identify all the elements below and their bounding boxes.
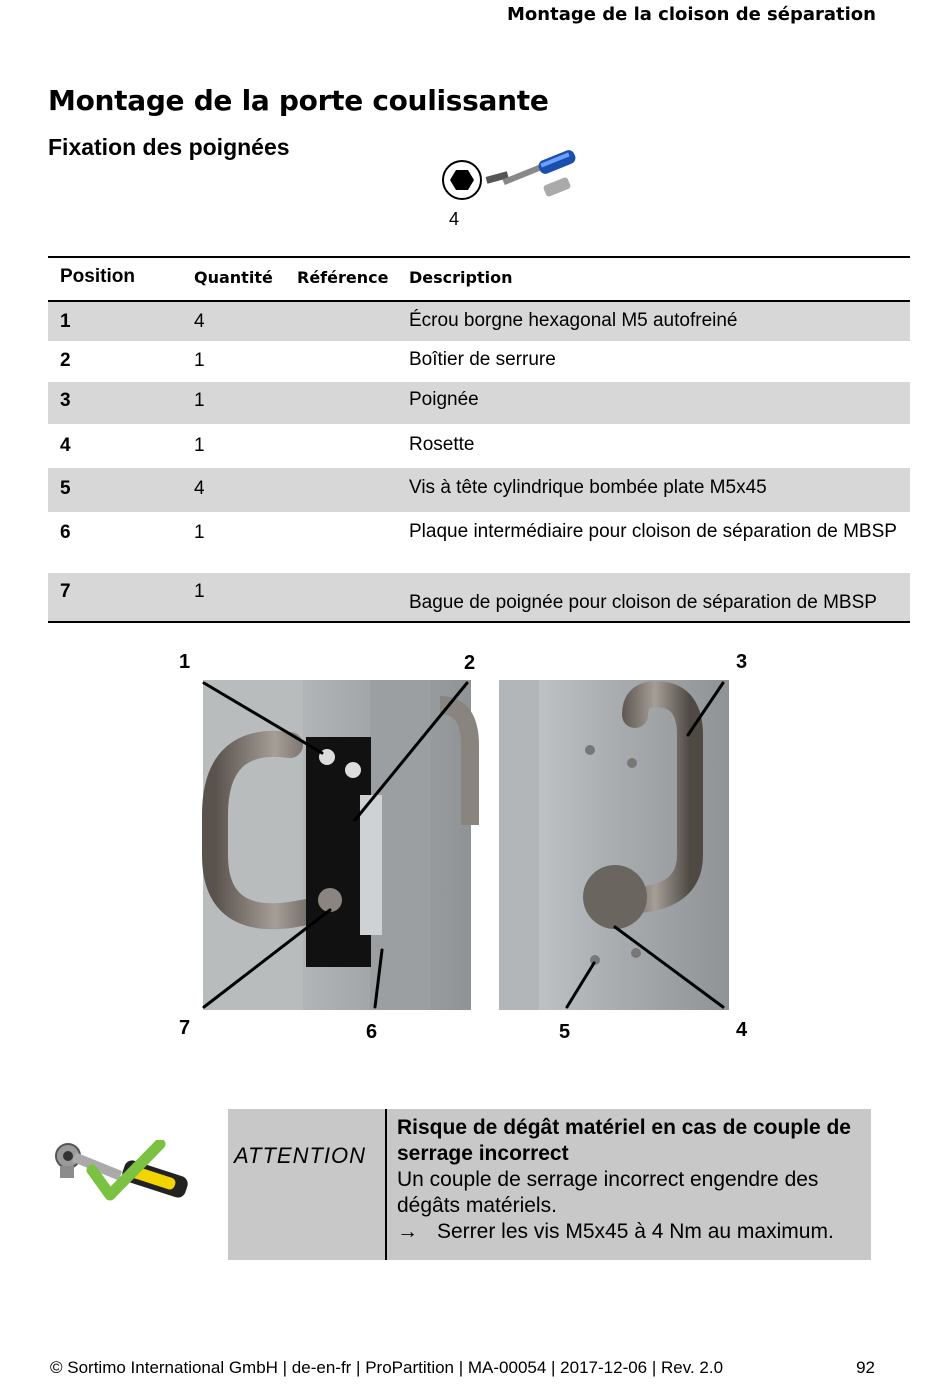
callout-3: 3 [736,651,748,673]
cell-description: Poignée [409,389,479,410]
cell-description: Boîtier de serrure [409,349,556,370]
column-header-position: Position [60,266,135,287]
cell-quantity: 1 [194,581,205,602]
page-number: 92 [856,1358,875,1377]
callout-5: 5 [559,1021,571,1043]
warning-notice [228,1109,871,1260]
cell-quantity: 1 [194,390,205,411]
callout-7: 7 [179,1017,191,1039]
cell-description: Vis à tête cylindrique bombée plate M5x45 [409,477,767,498]
cell-position: 1 [60,311,71,332]
cell-quantity: 1 [194,350,205,371]
cell-position: 7 [60,581,71,602]
table-row [48,468,910,512]
cell-position: 4 [60,435,71,456]
column-header-reference: Référence [297,268,389,287]
callout-4: 4 [736,1019,748,1041]
warning-instruction-line [397,1219,862,1245]
cell-description: Bague de poignée pour cloison de séparation de MBSP [409,592,877,613]
warning-body: Un couple de serrage incorrect engendre des dégâts matériels. [397,1168,819,1217]
warning-divider [385,1109,387,1260]
photo-handle-side [499,680,729,1010]
cell-position: 3 [60,390,71,411]
hex-socket-screwdriver-icon [440,150,585,205]
table-header [48,258,910,302]
tool-size-label: 4 [449,209,460,229]
table-row [48,341,910,382]
table-row [48,512,910,573]
table-row [48,424,910,468]
callout-1: 1 [179,651,191,673]
cell-position: 6 [60,522,71,543]
cell-description: Plaque intermédiaire pour cloison de séparation de MBSP [409,521,897,542]
warning-instruction: Serrer les vis M5x45 à 4 Nm au maximum. [437,1220,834,1243]
header-section-title: Montage de la cloison de séparation [507,4,876,25]
table-row [48,573,910,621]
cell-quantity: 4 [194,478,205,499]
assembly-photos-figure [170,645,770,1050]
warning-label: ATTENTION [234,1143,367,1168]
footer-copyright: © Sortimo International GmbH | de-en-fr | ProPartition | MA-00054 | 2017-12-06 | Rev. 2.0 [50,1358,724,1377]
cell-quantity: 4 [194,311,205,332]
callout-2: 2 [464,652,476,674]
table-row [48,302,910,341]
table-row [48,382,910,424]
column-header-description: Description [409,268,513,287]
warning-text [397,1115,862,1245]
cell-position: 2 [60,350,71,371]
parts-table [48,256,910,623]
torque-wrench-check-icon [52,1140,192,1205]
cell-description: Rosette [409,434,475,455]
column-header-quantity: Quantité [194,268,273,287]
arrow-icon: → [397,1220,418,1243]
cell-quantity: 1 [194,522,205,543]
callout-6: 6 [366,1021,378,1043]
warning-title: Risque de dégât matériel en cas de couple de serrage incorrect [397,1116,851,1165]
cell-quantity: 1 [194,435,205,456]
page-subtitle: Fixation des poignées [48,134,290,160]
cell-position: 5 [60,478,71,499]
cell-description: Écrou borgne hexagonal M5 autofreiné [409,310,738,331]
page-title: Montage de la porte coulissante [48,84,549,117]
